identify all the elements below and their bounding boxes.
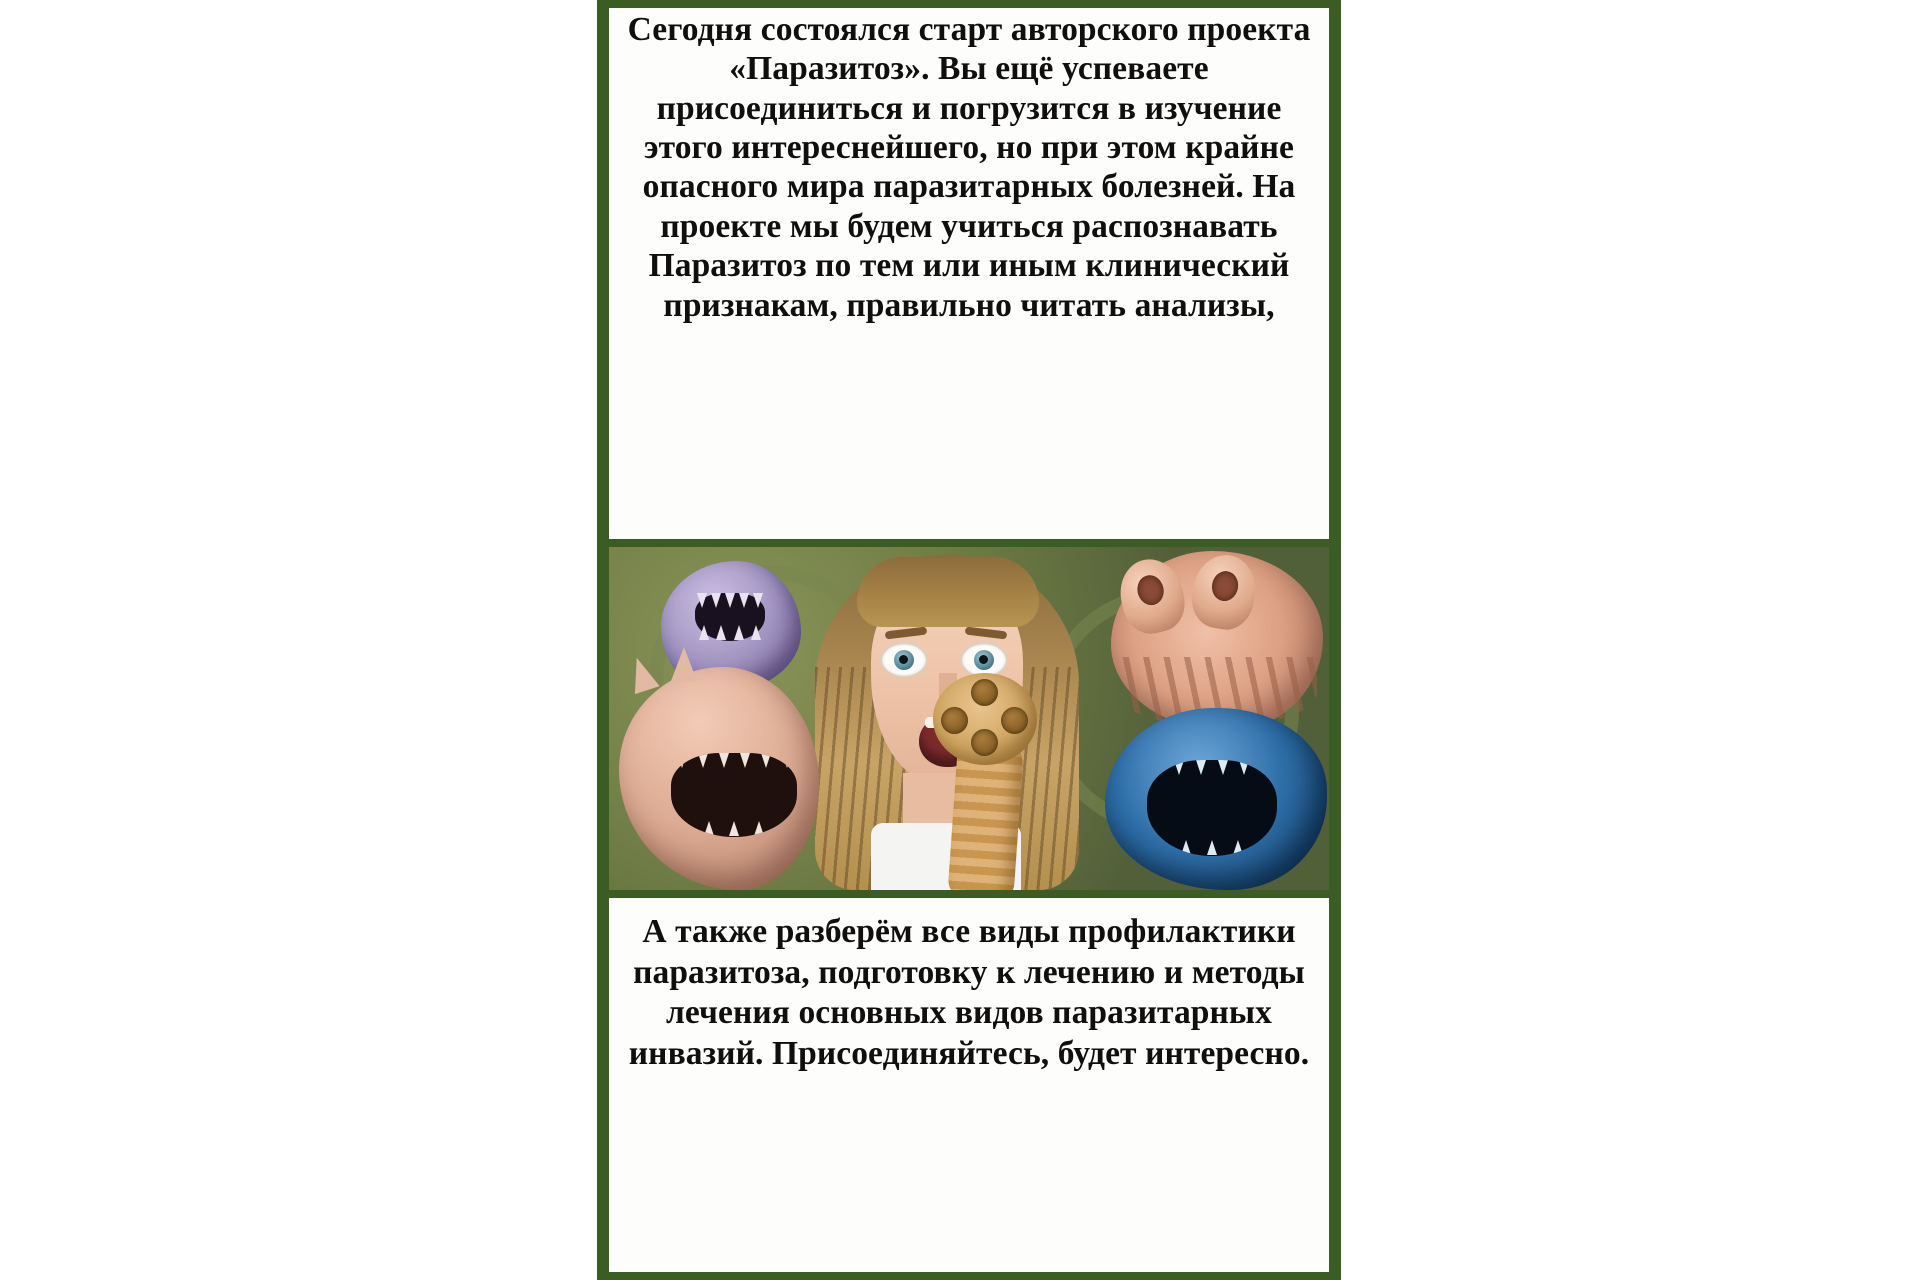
tooth-row-bottom: [695, 625, 765, 641]
iris-right: [974, 650, 994, 670]
iris-left: [894, 650, 914, 670]
eye-left: [881, 643, 927, 677]
tooth: [739, 593, 749, 608]
purple-parasite-mouth: [695, 593, 765, 641]
post-bottom-text: А также разберём все виды профилактики паразитоза, подготовку к лечению и методы лечения основных видов паразитарных инвазий. Присоединяйтесь, будет интересно.: [609, 898, 1329, 1272]
tooth: [740, 753, 750, 768]
tooth: [734, 625, 744, 640]
tooth: [725, 593, 735, 608]
eye-right: [961, 643, 1007, 677]
tooth: [711, 593, 721, 608]
parasite-collage-image: [609, 547, 1329, 890]
tooth: [1259, 840, 1269, 855]
worm-head: [933, 673, 1037, 765]
claw-right: [1187, 550, 1261, 634]
tooth: [1153, 760, 1163, 775]
blue-parasite-mouth: [1147, 760, 1277, 856]
tooth: [761, 753, 771, 768]
tooth: [679, 821, 689, 836]
tooth: [1261, 760, 1271, 775]
tooth: [697, 593, 707, 608]
tooth: [1181, 840, 1191, 855]
blue-parasite: [1105, 708, 1327, 890]
claw-opening: [1210, 569, 1241, 603]
crab-parasite: [1111, 551, 1323, 731]
hair-front: [857, 557, 1039, 627]
tooth: [1233, 840, 1243, 855]
tooth: [751, 625, 761, 640]
sucker: [971, 679, 998, 706]
tooth: [1207, 840, 1217, 855]
tooth: [782, 753, 792, 768]
pupil-left: [899, 655, 908, 664]
tapeworm-parasite: [927, 673, 1043, 890]
tooth-row-top: [1147, 760, 1277, 776]
post-top-text: Сегодня состоялся старт авторского проекта «Паразитоз». Вы ещё успеваете присоединиться и погрузится в изучение этого интереснейшего, но при этом крайне опасного мира паразитарных болезней. На проекте мы будем учиться распознавать Паразитоз по тем или иным клинический признакам, правильно читать анализы,: [609, 8, 1329, 539]
tooth: [698, 753, 708, 768]
tooth: [754, 821, 764, 836]
tooth-row-bottom: [671, 821, 797, 837]
tooth: [729, 821, 739, 836]
pink-parasite-mouth: [671, 753, 797, 837]
tooth: [753, 593, 763, 608]
pupil-right: [979, 655, 988, 664]
tooth: [699, 625, 709, 640]
tooth-row-top: [671, 753, 797, 769]
tooth: [704, 821, 714, 836]
sucker: [971, 729, 998, 756]
tooth: [1155, 840, 1165, 855]
tooth: [677, 753, 687, 768]
post-card: [597, 0, 1341, 1280]
tooth: [1174, 760, 1184, 775]
claw-opening: [1134, 572, 1166, 607]
sucker: [1001, 707, 1028, 734]
tooth-row-bottom: [1147, 840, 1277, 856]
tooth: [1239, 760, 1249, 775]
tooth: [1218, 760, 1228, 775]
tooth-row-top: [695, 593, 765, 609]
tooth: [716, 625, 726, 640]
tooth: [779, 821, 789, 836]
sucker: [941, 707, 968, 734]
tooth: [1196, 760, 1206, 775]
spike: [671, 647, 697, 681]
tooth: [719, 753, 729, 768]
